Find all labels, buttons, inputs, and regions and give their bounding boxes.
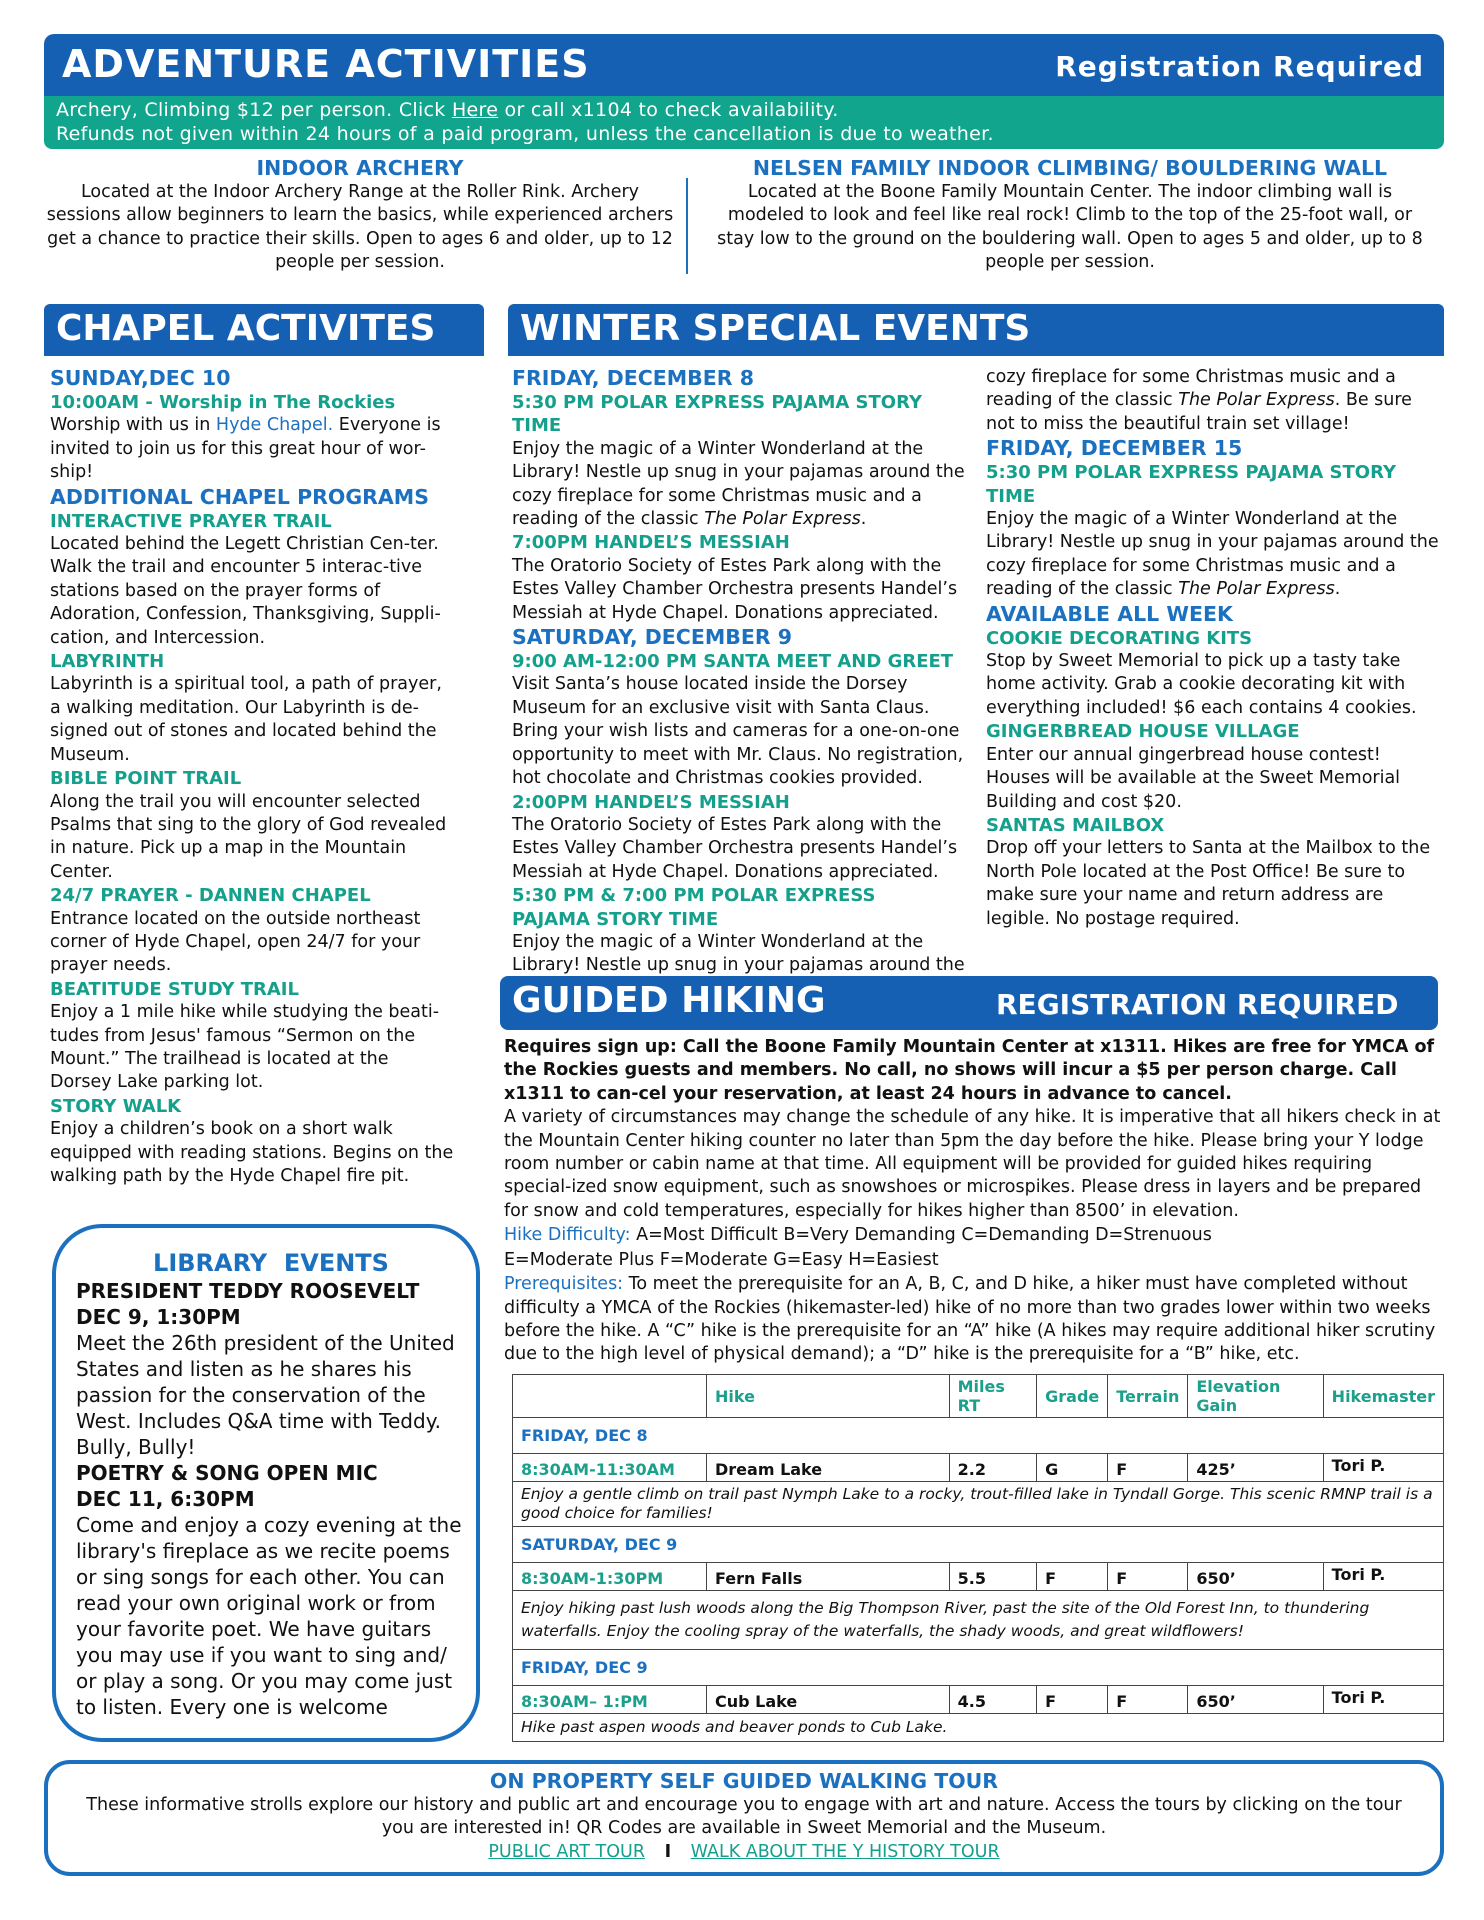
table-row: Enjoy a gentle climb on trail past Nymph Lake to a rocky, trout-filled lake in Tyndall Gorge. This scenic RMNP trail is a good choice for families! — [513, 1482, 1444, 1527]
col-grade: Grade — [1037, 1375, 1108, 1418]
hike-table — [512, 1374, 1444, 1742]
here-link[interactable]: Here — [451, 99, 499, 121]
beatitude-trail-text: Enjoy a 1 mile hike while studying the beati-tudes from Jesus' famous “Sermon on the Mount.” The trailhead is located at the Dorsey Lake parking lot. — [50, 1002, 440, 1093]
adventure-registration-required: Registration Required — [1055, 50, 1424, 83]
beatitude-trail-title: BEATITUDE STUDY TRAIL — [50, 978, 299, 1000]
chapel-title: CHAPEL ACTIVITES — [56, 308, 436, 349]
story-walk-text: Enjoy a children’s book on a short walk equipped with reading stations. Begins on the walking path by the Hyde Chapel fire pit. — [50, 1119, 454, 1186]
col-hikemaster: Hikemaster — [1323, 1375, 1443, 1418]
polar-express-2-time: 5:30 PM & 7:00 PM POLAR EXPRESS — [512, 885, 876, 907]
messiah-2-text: The Oratorio Society of Estes Park along with the Estes Valley Chamber Orchestra presents Handel’s Messiah at Hyde Chapel. Donations appreciated. — [512, 814, 958, 882]
hike-prerequisites: Prerequisites: To meet the prerequisite for an A, B, C, and D hike, a hiker must have completed without difficulty a YMCA of the Rockies (hikemaster-led) hike of no more than two grades lower within two weeks before the hike. A “C” hike is the prerequisite for an “A” hike (A hikes may require additional hiker scrutiny due to the high level of physical demand); a “D” hike is the prerequisite for a “B” hike, etc. — [504, 1274, 1436, 1365]
chapel-header — [44, 304, 484, 356]
messiah-1-time: 7:00PM HANDEL’S MESSIAH — [512, 532, 790, 554]
worship-text: Worship with us in Hyde Chapel. Everyone is invited to join us for this great hour of wor-ship! — [50, 415, 441, 483]
col-terrain: Terrain — [1108, 1375, 1188, 1418]
col-miles: Miles RT — [949, 1375, 1037, 1418]
climbing-text: Located at the Boone Family Mountain Center. The indoor climbing wall is modeled to look and feel like real rock! Climb to the top of the 25-foot wall, or stay low to the ground on the bouldering wall. Open to ages 5 and older, up to 8 people per session. — [717, 182, 1423, 273]
mailbox-text: Drop off your letters to Santa at the Mailbox to the North Pole located at the Post Office! Be sure to make sure your name and return address are legible. No postage required. — [986, 838, 1431, 929]
adventure-info-line1: Archery, Climbing $12 per person. Click Here or call x1104 to check availability. — [56, 99, 839, 121]
polar-express-3-text: Enjoy the magic of a Winter Wonderland at the Library! Nestle up snug in your pajamas around the cozy fireplace for some Christmas music and a reading of the classic The Polar Express. — [986, 509, 1439, 600]
all-week-title: AVAILABLE ALL WEEK — [986, 601, 1233, 626]
climbing-section — [700, 155, 1440, 275]
cookie-text: Stop by Sweet Memorial to pick up a tasty take home activity. Grab a cookie decorating kit with everything included! $6 each contains 4 cookies. — [986, 651, 1417, 718]
public-art-tour-link[interactable]: PUBLIC ART TOUR — [488, 1841, 645, 1862]
cookie-title: COOKIE DECORATING KITS — [986, 627, 1253, 649]
messiah-1-text: The Oratorio Society of Estes Park along with the Estes Valley Chamber Orchestra presents Handel’s Messiah at Hyde Chapel. Donations appreciated. — [512, 555, 958, 623]
tour-title: ON PROPERTY SELF GUIDED WALKING TOUR — [489, 1769, 999, 1793]
library-event2-text: Come and enjoy a cozy evening at the library's fireplace as we recite poems or sing songs for each other. You can read your own original work or from your favorite poet. We have guitars you may use if you want to sing and/ or play a song. Or you may come just to listen. Every one is welcome — [76, 1513, 462, 1719]
table-row: Hike past aspen woods and beaver ponds to Cub Lake. — [513, 1714, 1444, 1742]
tour-links — [60, 1841, 1428, 1864]
prayer-trail-title: INTERACTIVE PRAYER TRAIL — [50, 510, 332, 532]
table-row: 8:30AM-1:30PM Fern Falls 5.5 F F 650’ Tori P. — [513, 1563, 1444, 1591]
hiking-info — [504, 1036, 1442, 1367]
library-event2-title: POETRY & SONG OPEN MIC — [76, 1461, 378, 1485]
polar-express-1-time: 5:30 PM POLAR EXPRESS PAJAMA STORY TIME — [512, 392, 923, 437]
story-walk-title: STORY WALK — [50, 1095, 182, 1117]
dannen-chapel-text: Entrance located on the outside northeast corner of Hyde Chapel, open 24/7 for your prayer needs. — [50, 908, 421, 976]
library-event2-date: DEC 11, 6:30PM — [76, 1487, 255, 1511]
winter-col1 — [512, 366, 972, 978]
hiking-body-text: A variety of circumstances may change the schedule of any hike. It is imperative that all hikers check in at the Mountain Center hiking counter no later than 5pm the day before the hike. Please bring your Y lodge room number or cabin name at that time. All equipment will be provided for guided hikes requiring special-ized snow equipment, such as snowshoes or microspikes. Please dress in layers and be prepared for snow and cold temperatures, especially for hikes higher than 8500’ in elevation. — [504, 1107, 1441, 1221]
hiking-header — [500, 976, 1438, 1030]
table-row: SATURDAY, DEC 9 — [513, 1527, 1444, 1563]
col-elevation: Elevation Gain — [1188, 1375, 1323, 1418]
adventure-divider — [686, 178, 688, 274]
archery-title: INDOOR ARCHERY — [256, 156, 464, 180]
winter-sat9: SATURDAY, DECEMBER 9 — [512, 625, 793, 650]
col-hike: Hike — [707, 1375, 950, 1418]
dannen-chapel-title: 24/7 PRAYER - DANNEN CHAPEL — [50, 885, 371, 907]
archery-section — [44, 155, 676, 275]
hike-table-wrap — [512, 1374, 1444, 1742]
table-row: 8:30AM-11:30AM Dream Lake 2.2 G F 425’ Tori P. — [513, 1454, 1444, 1482]
messiah-2-time: 2:00PM HANDEL’S MESSIAH — [512, 791, 790, 813]
adventure-info-bar — [44, 96, 1444, 149]
winter-fri15: FRIDAY, DECEMBER 15 — [986, 436, 1243, 461]
hike-difficulty: Hike Difficulty: A=Most Difficult B=Very Demanding C=Demanding D=Strenuous — [504, 1225, 1212, 1246]
chapel-content — [50, 366, 454, 1188]
mailbox-title: SANTAS MAILBOX — [986, 814, 1165, 836]
library-event1-date: DEC 9, 1:30PM — [76, 1305, 241, 1329]
polar-express-2-continued: cozy fireplace for some Christmas music and a reading of the classic The Polar Express. Be sure not to miss the beautiful train set village! — [986, 367, 1412, 434]
climbing-title: NELSEN FAMILY INDOOR CLIMBING/ BOULDERING WALL — [752, 156, 1388, 180]
tour-text: These informative strolls explore our history and public art and encourage you to engage with art and nature. Access the tours by clicking on the tour you are interested in! QR Codes are available in Sweet Memorial and the Museum. — [86, 1795, 1402, 1839]
bible-trail-title: BIBLE POINT TRAIL — [50, 768, 242, 790]
table-row: Enjoy hiking past lush woods along the Big Thompson River, past the site of the Old Forest Inn, to thundering waterfalls. Enjoy the cooling spray of the waterfalls, the shady woods, and great wildflowers! — [513, 1591, 1444, 1650]
chapel-day: SUNDAY,DEC 10 — [50, 366, 231, 390]
santa-time: 9:00 AM-12:00 PM SANTA MEET AND GREET — [512, 651, 954, 673]
hike-table-header — [513, 1375, 1444, 1418]
tour-link-separator: I — [664, 1841, 672, 1862]
winter-title: WINTER SPECIAL EVENTS — [520, 308, 1031, 349]
worship-time: 10:00AM - Worship in The Rockies — [50, 392, 396, 413]
tour-content — [60, 1768, 1428, 1864]
table-row: FRIDAY, DEC 8 — [513, 1418, 1444, 1454]
labyrinth-title: LABYRINTH — [50, 651, 165, 673]
table-row: 8:30AM– 1:PM Cub Lake 4.5 F F 650’ Tori P. — [513, 1686, 1444, 1714]
winter-header — [508, 304, 1444, 356]
bible-trail-text: Along the trail you will encounter selected Psalms that sing to the glory of God revealed in nature. Pick up a map in the Mountain Center. — [50, 791, 447, 882]
polar-express-1-text: Enjoy the magic of a Winter Wonderland at the Library! Nestle up snug in your pajamas around the cozy fireplace for some Christmas music and a reading of the classic The Polar Express. — [512, 438, 965, 530]
gingerbread-title: GINGERBREAD HOUSE VILLAGE — [986, 721, 1300, 743]
polar-express-2-text: Enjoy the magic of a Winter Wonderland at the Library! Nestle up snug in your pajamas around the — [512, 931, 965, 976]
prayer-trail-text: Located behind the Legett Christian Cen-ter. Walk the trail and encounter 5 interac-tive stations based on the prayer forms of Adoration, Confession, Thanksgiving, Suppli-cation, and Intercession. — [50, 534, 441, 648]
polar-express-2-subtitle: PAJAMA STORY TIME — [512, 908, 719, 930]
history-tour-link[interactable]: WALK ABOUT THE Y HISTORY TOUR — [690, 1841, 1000, 1862]
archery-text: Located at the Indoor Archery Range at the Roller Rink. Archery sessions allow beginners to learn the basics, while experienced archers get a chance to practice their skills. Open to ages 6 and older, up to 12 people per session. — [46, 182, 674, 273]
hiking-title: GUIDED HIKING — [512, 980, 826, 1021]
winter-col2 — [986, 366, 1444, 931]
table-row: FRIDAY, DEC 9 — [513, 1650, 1444, 1686]
adventure-header — [44, 34, 1444, 98]
adventure-info-line2: Refunds not given within 24 hours of a paid program, unless the cancellation is due to weather. — [56, 123, 994, 145]
winter-fri8: FRIDAY, DECEMBER 8 — [512, 366, 754, 390]
additional-programs-title: ADDITIONAL CHAPEL PROGRAMS — [50, 484, 429, 509]
santa-text: Visit Santa’s house located inside the Dorsey Museum for an exclusive visit with Santa Claus. Bring your wish lists and cameras for a one-on-one opportunity to meet with Mr. Claus. No registration, hot chocolate and Christmas cookies provided. — [512, 674, 964, 789]
polar-express-3-time: 5:30 PM POLAR EXPRESS PAJAMA STORY TIME — [986, 462, 1397, 507]
hiking-bold-intro: Requires sign up: Call the Boone Family Mountain Center at x1311. Hikes are free for YMCA of the Rockies guests and members. No call, no shows will incur a $5 per person charge. Call x1311 to can-cel your reservation, at least 24 hours in advance to cancel. — [504, 1037, 1435, 1104]
library-title: LIBRARY EVENTS — [153, 1249, 389, 1277]
hyde-chapel-link[interactable]: Hyde Chapel. — [215, 415, 334, 436]
gingerbread-text: Enter our annual gingerbread house contest! Houses will be available at the Sweet Memorial Building and cost $20. — [986, 744, 1401, 812]
library-content — [76, 1248, 466, 1720]
library-event1-text: Meet the 26th president of the United States and listen as he shares his passion for the conservation of the West. Includes Q&A time with Teddy. Bully, Bully! — [76, 1331, 455, 1459]
labyrinth-text: Labyrinth is a spiritual tool, a path of prayer, a walking meditation. Our Labyrinth is de-signed out of stones and located behind the Museum. — [50, 674, 442, 765]
library-event1-title: PRESIDENT TEDDY ROOSEVELT — [76, 1279, 420, 1303]
hiking-registration-required: REGISTRATION REQUIRED — [996, 988, 1399, 1021]
adventure-title: ADVENTURE ACTIVITIES — [62, 42, 590, 86]
hike-difficulty-2: E=Moderate Plus F=Moderate G=Easy H=Easiest — [504, 1250, 939, 1271]
